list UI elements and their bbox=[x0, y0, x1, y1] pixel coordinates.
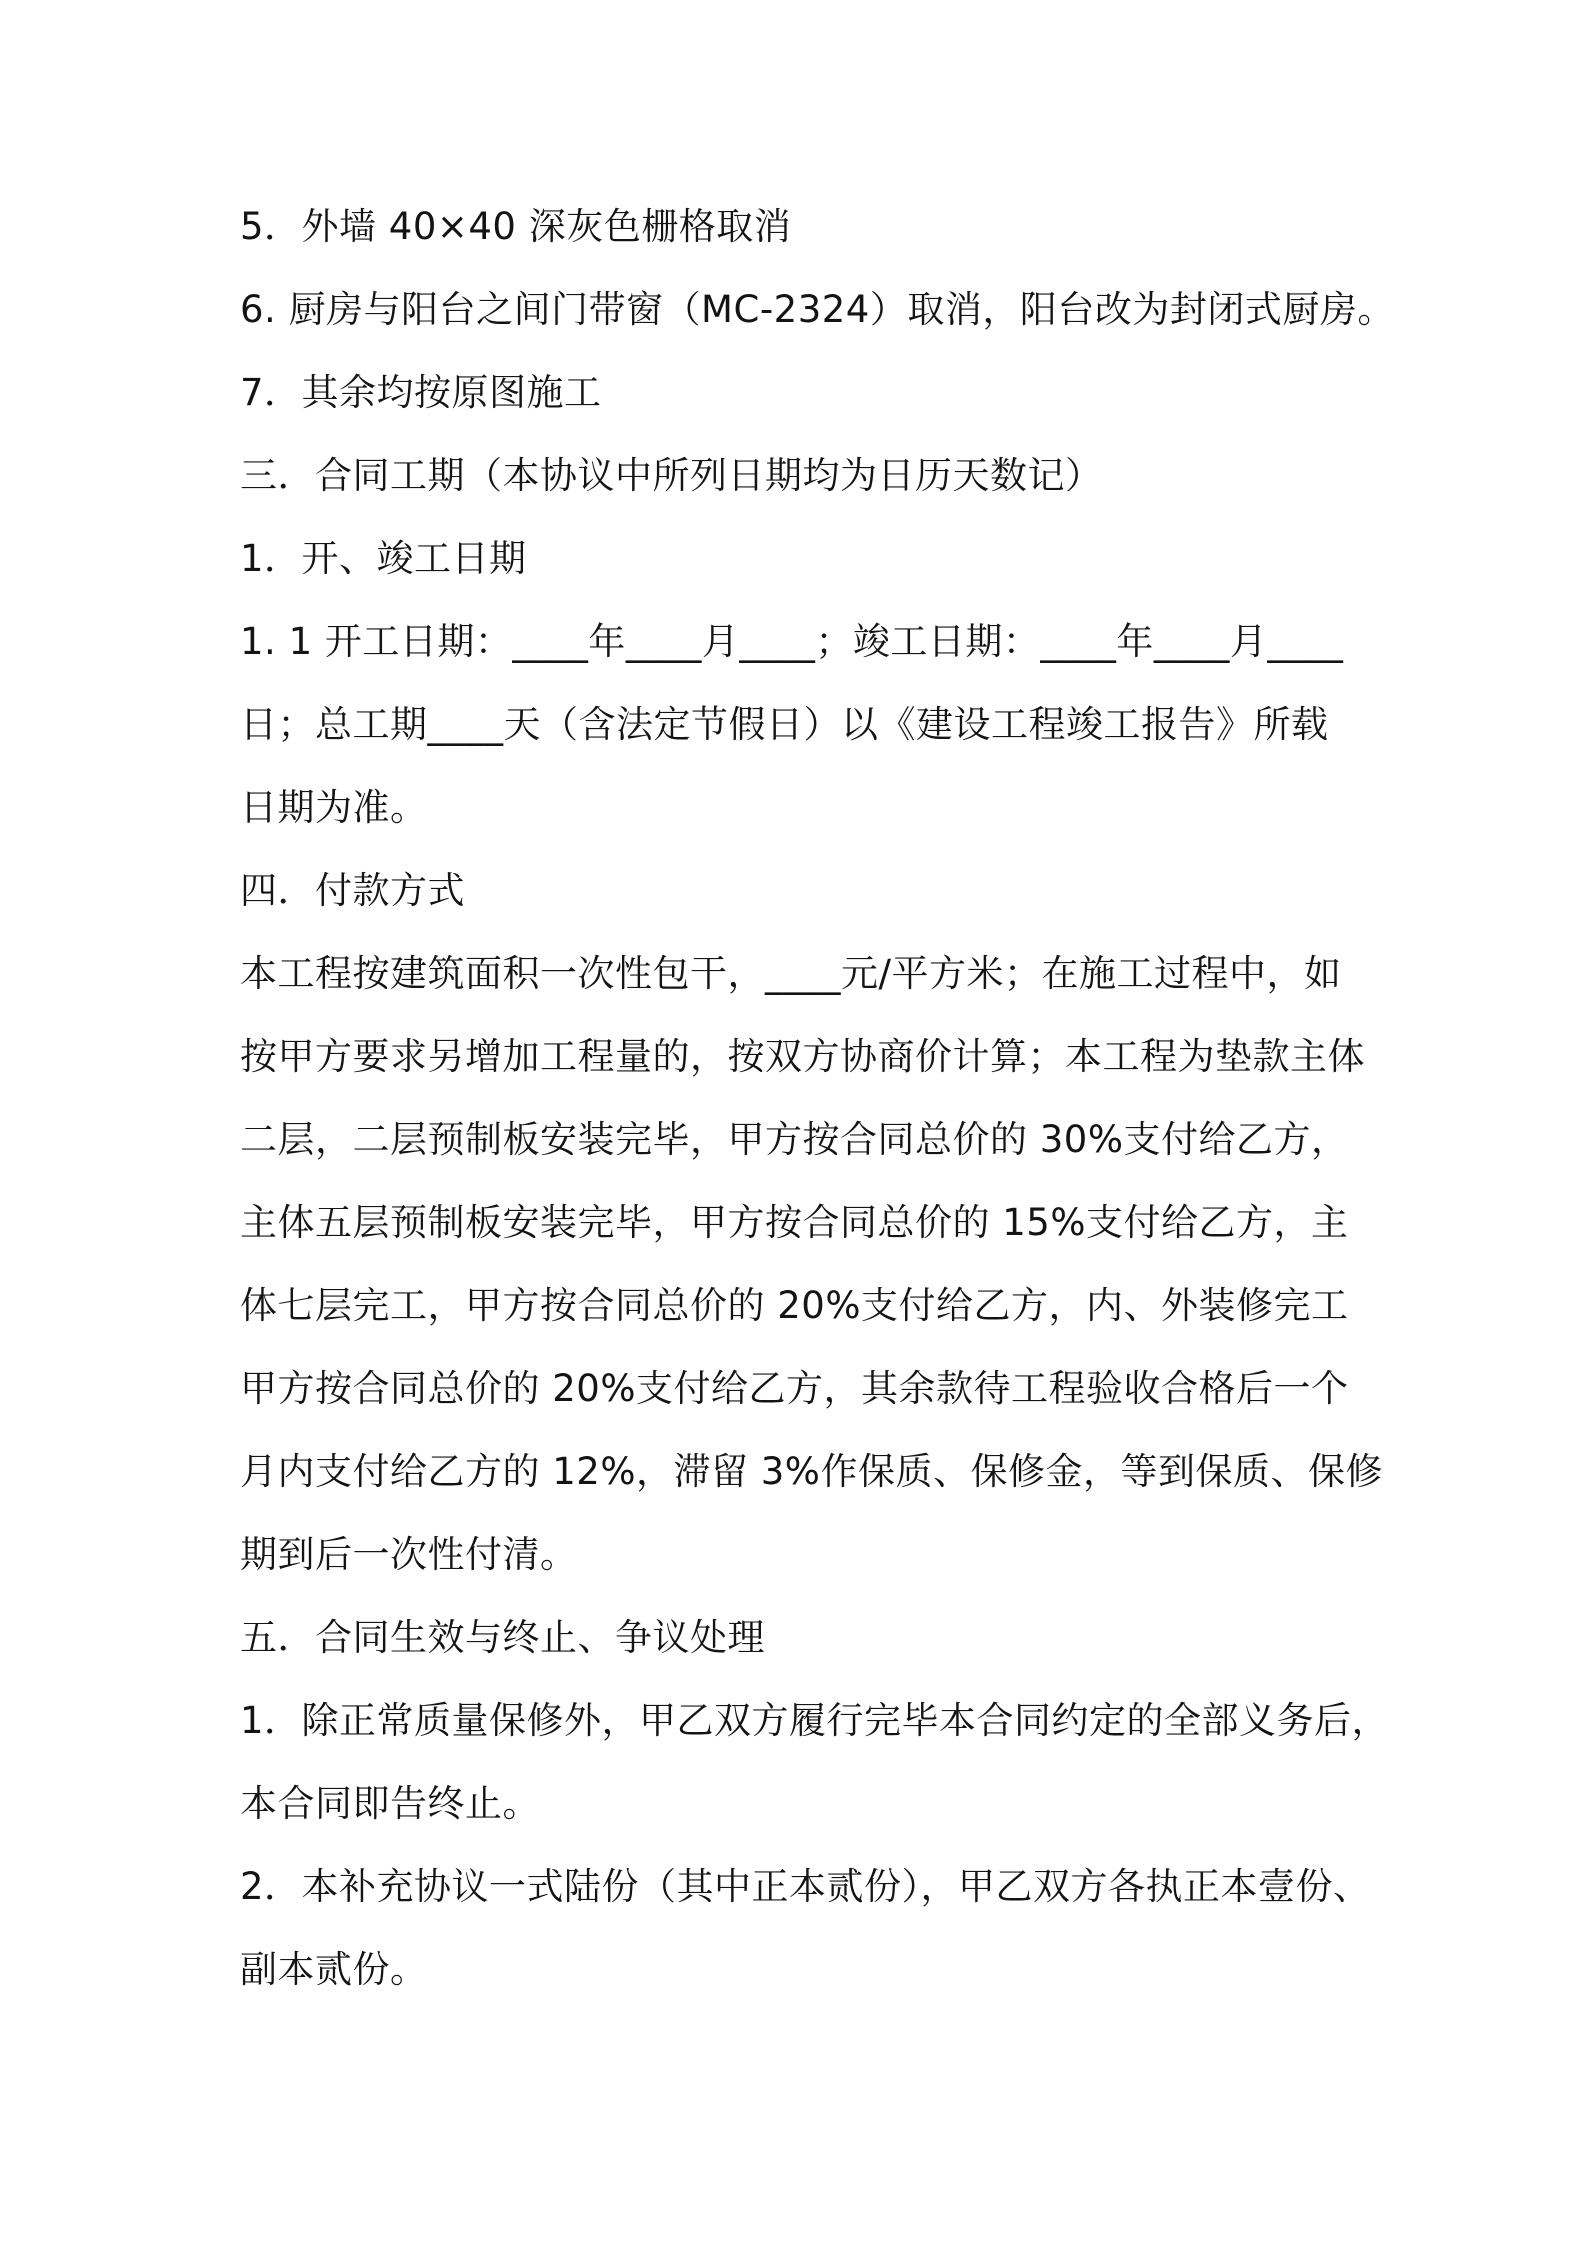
paragraph-dates-line: 日期为准。 bbox=[240, 786, 428, 829]
clause-item-6: 6. 厨房与阳台之间门带窗（MC-2324）取消，阳台改为封闭式厨房。 bbox=[240, 288, 1395, 331]
clause-copies-line: 副本贰份。 bbox=[240, 1948, 428, 1991]
paragraph-payment-line: 期到后一次性付清。 bbox=[240, 1533, 578, 1576]
paragraph-payment-line: 甲方按合同总价的 20%支付给乙方，其余款待工程验收合格后一个 bbox=[240, 1367, 1349, 1410]
clause-item-5: 5．外墙 40×40 深灰色栅格取消 bbox=[240, 205, 792, 248]
section-heading-contract-period: 三．合同工期（本协议中所列日期均为日历天数记） bbox=[240, 454, 1103, 497]
paragraph-dates-line: 1. 1 开工日期：____年____月____；竣工日期：____年____月____ bbox=[240, 620, 1344, 663]
clause-item-7: 7．其余均按原图施工 bbox=[240, 371, 602, 414]
paragraph-payment-line: 主体五层预制板安装完毕，甲方按合同总价的 15%支付给乙方，主 bbox=[240, 1201, 1349, 1244]
paragraph-payment-line: 二层，二层预制板安装完毕，甲方按合同总价的 30%支付给乙方， bbox=[240, 1118, 1349, 1161]
paragraph-dates-line: 日；总工期____天（含法定节假日）以《建设工程竣工报告》所载 bbox=[240, 703, 1329, 746]
clause-termination-line: 本合同即告终止。 bbox=[240, 1782, 540, 1825]
section-heading-payment-method: 四．付款方式 bbox=[240, 869, 465, 912]
subheading-start-completion-dates: 1．开、竣工日期 bbox=[240, 537, 527, 580]
paragraph-payment-line: 按甲方要求另增加工程量的，按双方协商价计算；本工程为垫款主体 bbox=[240, 1035, 1365, 1078]
clause-termination-line: 1．除正常质量保修外，甲乙双方履行完毕本合同约定的全部义务后， bbox=[240, 1699, 1390, 1742]
paragraph-payment-line: 本工程按建筑面积一次性包干，____元/平方米；在施工过程中，如 bbox=[240, 952, 1342, 995]
paragraph-payment-line: 体七层完工，甲方按合同总价的 20%支付给乙方，内、外装修完工 bbox=[240, 1284, 1349, 1327]
clause-copies-line: 2．本补充协议一式陆份（其中正本贰份），甲乙双方各执正本壹份、 bbox=[240, 1865, 1371, 1908]
section-heading-effect-termination: 五．合同生效与终止、争议处理 bbox=[240, 1616, 765, 1659]
paragraph-payment-line: 月内支付给乙方的 12%，滞留 3%作保质、保修金，等到保质、保修 bbox=[240, 1450, 1383, 1493]
